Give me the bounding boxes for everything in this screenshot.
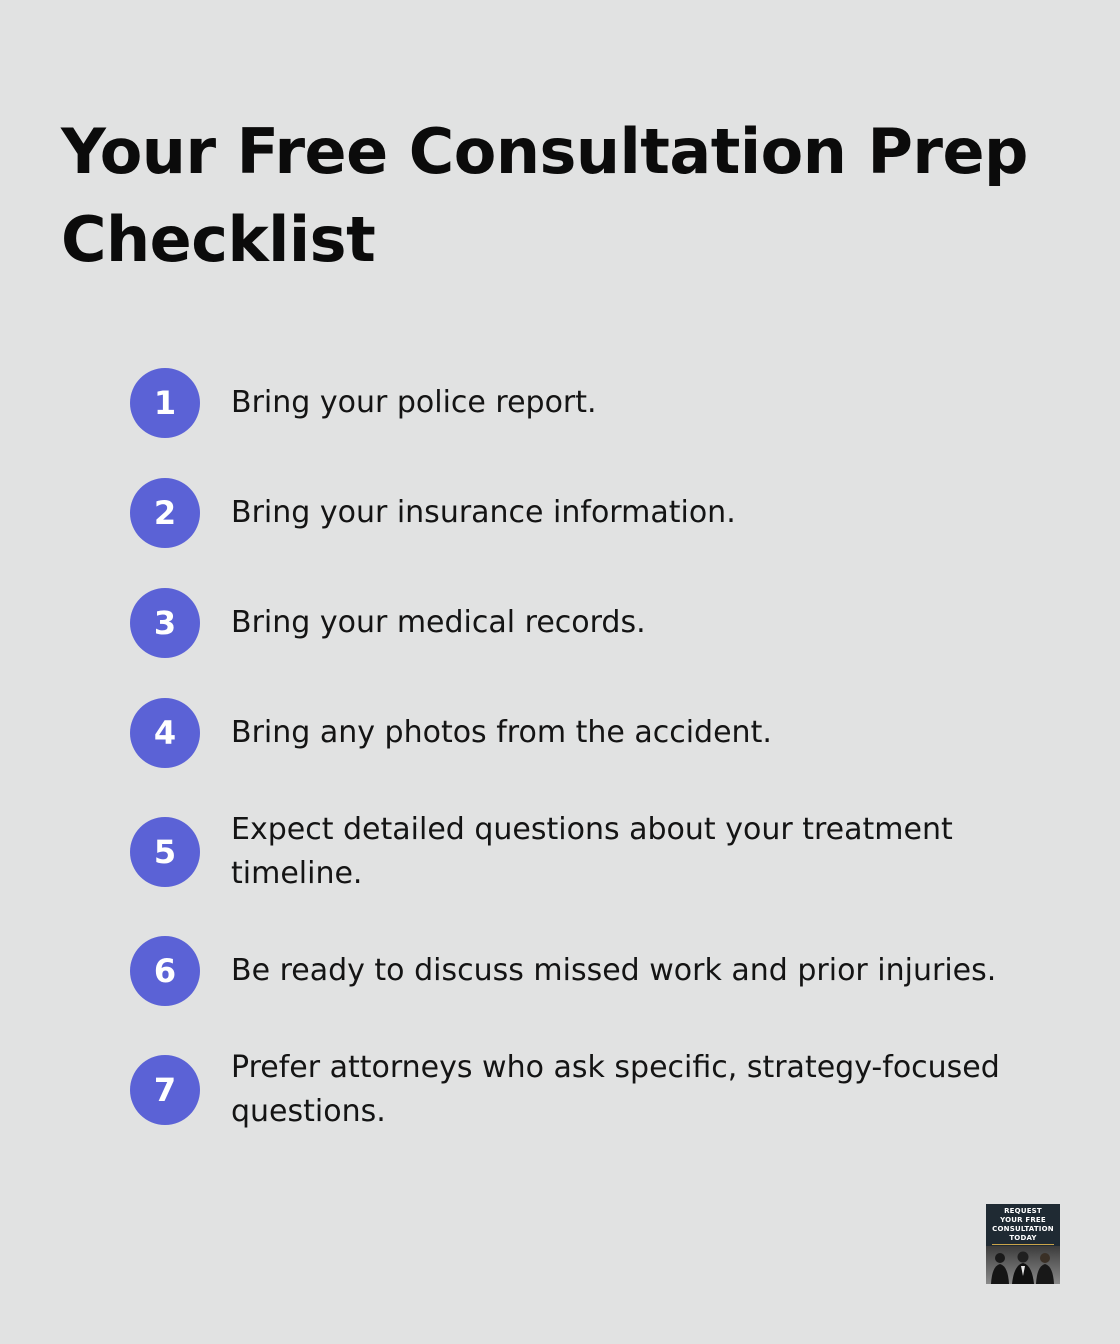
- cta-text: [986, 1207, 1060, 1243]
- consultation-cta-thumbnail[interactable]: [986, 1204, 1060, 1284]
- checklist-item-text: Bring your insurance information.: [231, 495, 736, 530]
- checklist-item-text: Expect detailed questions about your treatment timeline.: [231, 812, 953, 891]
- checklist-item: [130, 1046, 1030, 1134]
- step-number-badge: 3: [130, 588, 200, 658]
- step-number-badge: 5: [130, 817, 200, 887]
- checklist-item: [130, 368, 1030, 438]
- cta-line: YOUR FREE: [1000, 1216, 1046, 1224]
- checklist-item: [130, 588, 1030, 658]
- checklist-item-text: Bring your police report.: [231, 385, 597, 420]
- checklist-item: [130, 698, 1030, 768]
- checklist-item-text: Be ready to discuss missed work and prior injuries.: [231, 953, 997, 988]
- checklist-item-text: Prefer attorneys who ask specific, strategy-focused questions.: [231, 1050, 1000, 1129]
- step-number-badge: 6: [130, 936, 200, 1006]
- checklist-item-text: Bring your medical records.: [231, 605, 646, 640]
- cta-divider: [992, 1244, 1054, 1245]
- checklist-item: [130, 478, 1030, 548]
- checklist-item: [130, 808, 1030, 896]
- attorneys-silhouette-icon: [986, 1246, 1060, 1284]
- page-title: Your Free Consultation Prep Checklist: [61, 115, 1028, 276]
- attorneys-photo: [986, 1246, 1060, 1284]
- step-number-badge: 2: [130, 478, 200, 548]
- cta-line: TODAY: [1009, 1234, 1037, 1242]
- step-number-badge: 4: [130, 698, 200, 768]
- cta-line: REQUEST: [1004, 1207, 1042, 1215]
- checklist-item: [130, 936, 1030, 1006]
- cta-line: CONSULTATION: [992, 1225, 1054, 1233]
- checklist-item-text: Bring any photos from the accident.: [231, 715, 772, 750]
- step-number-badge: 7: [130, 1055, 200, 1125]
- step-number-badge: 1: [130, 368, 200, 438]
